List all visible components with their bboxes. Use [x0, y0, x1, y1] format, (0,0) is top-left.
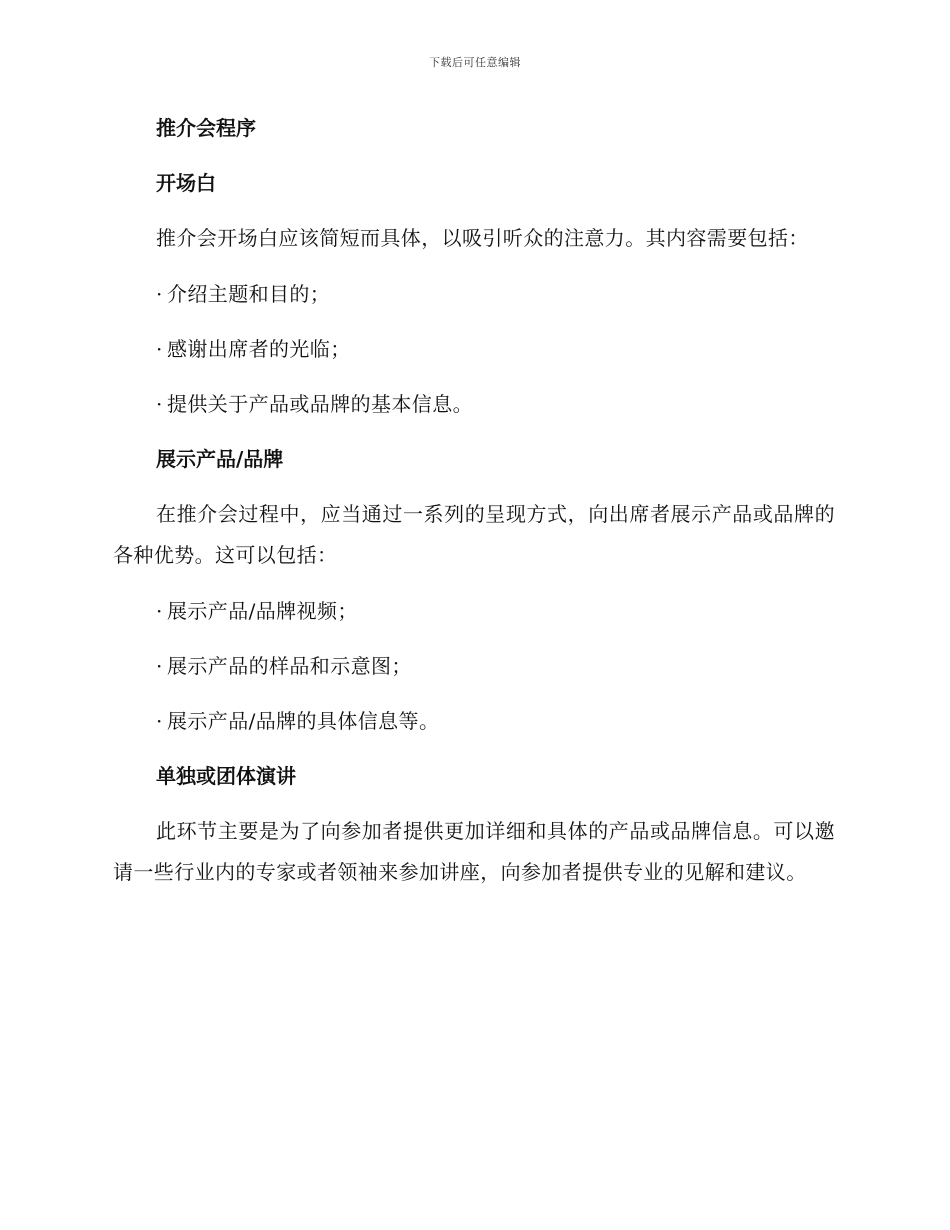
bullet-marker: ·: [156, 282, 163, 306]
list-item-text: 展示产品/品牌视频；: [167, 599, 358, 623]
bullet-marker: ·: [156, 654, 163, 678]
list-item: [113, 646, 835, 686]
document-title: 推介会程序: [156, 116, 256, 140]
showcase-intro-paragraph: 在推介会过程中，应当通过一系列的呈现方式，向出席者展示产品或品牌的各种优势。这可以包括：: [113, 502, 835, 567]
bullet-marker: ·: [156, 709, 163, 733]
list-item-text: 展示产品的样品和示意图；: [167, 654, 412, 678]
page-header: 下载后可任意编辑: [429, 56, 521, 69]
list-item: [113, 384, 835, 424]
section-heading-showcase: 展示产品/品牌: [156, 447, 284, 471]
bullet-marker: ·: [156, 599, 163, 623]
opening-intro-paragraph: 推介会开场白应该简短而具体，以吸引听众的注意力。其内容需要包括：: [156, 226, 809, 250]
list-item: [113, 274, 835, 314]
speech-body-paragraph: 此环节主要是为了向参加者提供更加详细和具体的产品或品牌信息。可以邀请一些行业内的专家或者领袖来参加讲座，向参加者提供专业的见解和建议。: [113, 819, 835, 884]
bullet-marker: ·: [156, 392, 163, 416]
list-item-text: 介绍主题和目的；: [167, 282, 331, 306]
list-item-text: 展示产品/品牌的具体信息等。: [167, 709, 440, 733]
list-item-text: 感谢出席者的光临；: [167, 337, 351, 361]
list-item: [113, 701, 835, 741]
list-item-text: 提供关于产品或品牌的基本信息。: [167, 392, 473, 416]
document-body: [113, 108, 835, 908]
section-heading-opening: 开场白: [156, 171, 216, 195]
list-item: [113, 591, 835, 631]
section-heading-speech: 单独或团体演讲: [156, 764, 296, 788]
list-item: [113, 329, 835, 369]
bullet-marker: ·: [156, 337, 163, 361]
